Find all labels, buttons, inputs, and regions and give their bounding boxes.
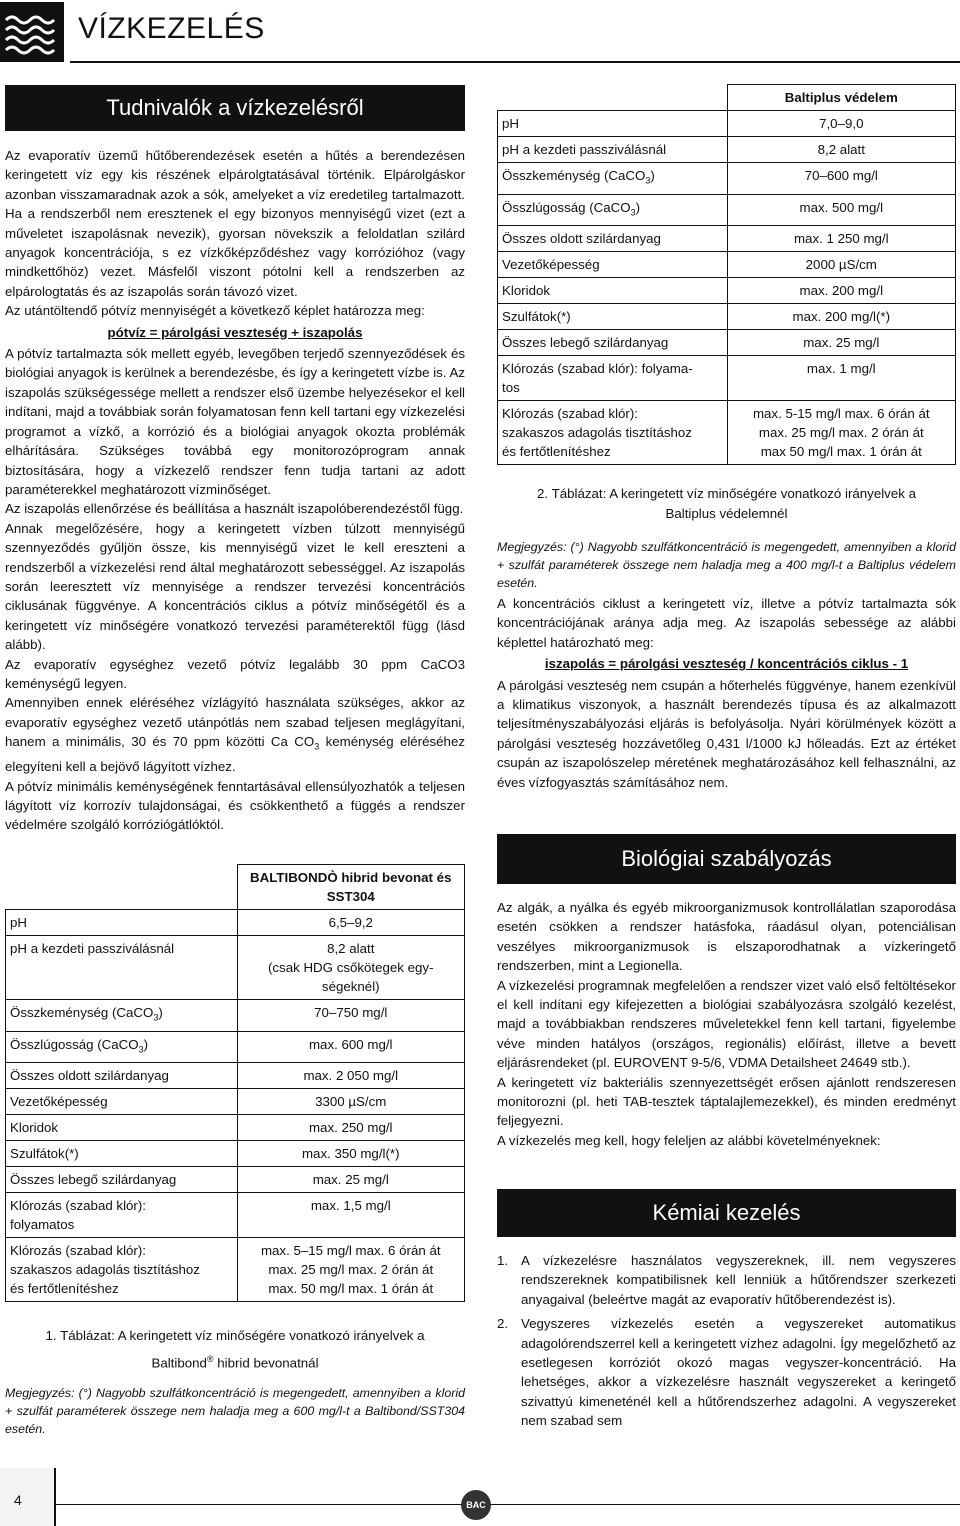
list-item: 2. Vegyszeres vízkezelés esetén a vegyszereket automatikus adagolórendszerrel kell a keringetett vízhez adagolni. Így megelőzhető az esetlegesen korróziót okozó magas vegyszer-koncentráció. Ha lehetséges, akkor a vízkezelésre használt vegyszereket a keringető szivattyú kimeneténél kell a hűtőrendszerhez adagolni. A vegyszereket nem szabad sem — [497, 1316, 956, 1429]
page-number: 4 — [14, 1492, 22, 1508]
table-2-note: Megjegyzés: (°) Nagyobb szulfátkoncentráció is megengedett, amennyiben a klorid + szulfát paraméterek összege nem haladja meg a 400 mg/l-t a Baltiplus védelem esetén. — [497, 540, 956, 590]
section-banner-biological — [497, 834, 956, 884]
table-1-note: Megjegyzés: (°) Nagyobb szulfátkoncentráció is megengedett, amennyiben a klorid + szulfát paraméterek összege nem haladja meg a 600 mg/l-t a Baltibond/SST304 esetén. — [5, 1386, 465, 1436]
paragraph-bleed-control: Az iszapolás ellenőrzése és beállítása a használt iszapolóberendezéstől függ. — [5, 501, 464, 517]
table-row-label: pH a kezdeti passziválásnál — [498, 137, 728, 163]
table-row-value: max. 2 050 mg/l — [237, 1063, 465, 1089]
paragraph-evaporation: A párolgási veszteség nem csupán a hőterhelés függvénye, hanem ezenkívül a klimatikus viszonyok, a használt berendezés típusa és az alkalmazott teljesítményszabályozási eljárás is befolyásolja. Nyári körülmények között a párolgási veszteség hozzávetőleg 0,431 l/1000 kJ hőleadás. Ezt az értéket csupán az iszapolószelep méretének meghatározásához kell felhasználni, az éves vízfogyasztás számításához nem. — [497, 677, 956, 790]
table-2-caption: 2. Táblázat: A keringetett víz minőségére vonatkozó irányelvek a Baltiplus védelemnél — [537, 486, 916, 521]
table-1-caption: 1. Táblázat: A keringetett víz minőségére vonatkozó irányelvek a Baltibond® hibrid bevonatnál — [45, 1328, 425, 1371]
table-row-value: 6,5–9,2 — [237, 910, 465, 936]
table-baltibond-header: BALTIBONDÒ hibrid bevonat és SST304 — [237, 865, 465, 910]
table-row-value: max. 1,5 mg/l — [237, 1193, 465, 1238]
table-baltiplus-header: Baltiplus védelem — [727, 85, 955, 111]
chemical-banner-label: Kémiai kezelés — [652, 1200, 801, 1225]
table-row-label: Összkeménység (CaCO$_3$) — [498, 163, 728, 195]
table-row — [6, 1141, 465, 1167]
page-title: VÍZKEZELÉS — [78, 12, 265, 45]
paragraph-contaminants: A pótvíz tartalmazta sók mellett egyéb, levegőben terjedő szennyeződések és biológiai anyagok is kerülnek a berendezésbe, és így a keringetett vízbe is. Az iszapolás szükségessége mellett a rendszer első üzembe helyezésekor el kell indítani, majd a továbbiak során folyamatosan fenn kell tartani egy vízkezelési programot a vízkő, a korrózió és a biológiai anyagok okozta problémák elhárítására. Szükséges továbbá egy monitorozóprogram annak biztosítására, hogy a vízkezelő rendszer fenn tudja tartani az adott paraméterekkel meghatározott vízminőséget. — [5, 346, 465, 497]
bio-paragraph-3: A keringetett víz bakteriális szennyezettségét erősen ajánlott rendszeresen monitorozni (pl. heti TAB-tesztek táptalajlemezekkel), és minden eredményt feljegyezni. — [497, 1074, 956, 1129]
table-row-label: Összes lebegő szilárdanyag — [498, 330, 728, 356]
formula-intro: Az utántöltendő pótvíz mennyiségét a következő képlet határozza meg: — [5, 303, 425, 319]
bleed-formula: iszapolás = párolgási veszteség / koncentrációs ciklus - 1 — [544, 656, 909, 672]
table-row — [6, 1238, 465, 1302]
table-row-value: max. 5–15 mg/l max. 6 órán át max. 25 mg/l max. 2 órán át max. 50 mg/l max. 1 órán át — [237, 1238, 465, 1302]
table-row — [498, 111, 956, 137]
table-row-value: max. 200 mg/l — [727, 278, 955, 304]
table-row — [498, 194, 956, 226]
left-text-block — [5, 146, 465, 835]
table-row-value: max. 1 mg/l — [727, 356, 955, 401]
table-row-value: 70–600 mg/l — [727, 163, 955, 195]
table-row-label: pH a kezdeti passziválásnál — [6, 936, 238, 1000]
table-row — [498, 163, 956, 195]
table-row-label: Kloridok — [6, 1115, 238, 1141]
bio-paragraph-2: A vízkezelési programnak megfelelően a rendszer vizet való első feltöltésekor el kell indítani egy kifejezetten a biológiai szabályozásra szolgáló kezelést, majd a továbbiakban rendszeres műveletekkel fenn kell tartani, figyelembe véve minden hatályos (országos, regionális) előírást, illetve a bevett eljárásrendeket (pl. EUROVENT 9-5/6, VDMA Detailsheet 24649 stb.). — [497, 977, 956, 1071]
bio-paragraph-1: Az algák, a nyálka és egyéb mikroorganizmusok kontrollálatlan szaporodása esetén csökken a rendszer hatásfoka, ráadásul olyan, potenciálisan veszélyes mikroorganizmusok is elszaporodhatnak a vízkeringető rendszerben, mint a Legionella. — [497, 900, 956, 974]
table-row-label: Szulfátok(*) — [6, 1141, 238, 1167]
table-row — [498, 137, 956, 163]
table-row-value: max. 1 250 mg/l — [727, 226, 955, 252]
table-row — [6, 1063, 465, 1089]
table-row-label: Összes oldott szilárdanyag — [498, 226, 728, 252]
table-row — [6, 1167, 465, 1193]
right-text-block — [497, 594, 956, 792]
table-row — [6, 936, 465, 1000]
softener-text-b: keménység eléréséhez elegyíteni kell a bejövő lágyított vízhez. — [5, 734, 465, 775]
table-row — [498, 278, 956, 304]
chemical-requirements-list — [497, 1251, 956, 1436]
table-row-value: max. 25 mg/l — [727, 330, 955, 356]
section-banner-label: Tudnivalók a vízkezelésről — [106, 95, 364, 120]
table-row-label: Klórozás (szabad klór): szakaszos adagolás tisztításhoz és fertőtlenítéshez — [498, 401, 728, 465]
biological-text-block — [497, 898, 956, 1150]
makeup-formula: pótvíz = párolgási veszteség + iszapolás — [107, 324, 363, 340]
paragraph-hardness: Az evaporatív egységhez vezető pótvíz legalább 30 ppm CaCO3 keménységű legyen. — [5, 656, 465, 691]
paragraph-bleed-rate: Annak megelőzésére, hogy a keringetett vízben túlzott mennyiségű szennyeződés gyűljön össze, kis mennyiségű vizet le kell ereszteni a rendszerből a vízkezelési rend által meghatározott sebességgel. Az iszapolás során leeresztett víz mennyisége a rendszer tervezési koncentrációs ciklusának függvénye. A koncentrációs ciklus a pótvíz minőségétől és a keringetett víz minőségére vonatkozó tervezési paraméterektől függ (lásd alább). — [5, 520, 465, 653]
table-row-value: 8,2 alatt — [727, 137, 955, 163]
intro-paragraph: Az evaporatív üzemű hűtőberendezések esetén a hűtés a berendezésen keringetett víz egy kis részének elpárolgtatásával történik. Elpárolgáskor azonban visszamaradnak azok a sók, amelyeket a víz eredetileg tartalmazott. Ha a rendszerből nem eresztenek el egy bizonyos mennyiségű vizet (ezt a műveletet iszapolásnak nevezik), gyorsan növekszik a feloldatlan szilárd anyagok koncentrációja, s ez vízkőképződéshez vagy korrózióhoz (vagy mindkettőhöz) vezet. Másfelől viszont pótolni kell a rendszerben az elpárologtatás és az iszapolás során távozó vizet. — [5, 148, 465, 299]
table-row — [6, 1089, 465, 1115]
table-row — [498, 226, 956, 252]
section-banner-water-treatment — [5, 85, 465, 131]
table-row — [6, 910, 465, 936]
paragraph-corrosion: A pótvíz minimális keménységének fenntartásával ellensúlyozhatók a teljesen lágyított víz korrozív tulajdonságai, és csökkenthető a függés a rendszer védelmére szolgáló korróziógátlóktól. — [5, 778, 465, 833]
page-header — [0, 0, 960, 64]
table-row — [6, 1000, 465, 1032]
table-row-label: pH — [498, 111, 728, 137]
paragraph-softener — [5, 693, 465, 776]
table-row-label: Szulfátok(*) — [498, 304, 728, 330]
table-row-label: Klórozás (szabad klór): szakaszos adagolás tisztításhoz és fertőtlenítéshez — [6, 1238, 238, 1302]
table-row — [498, 330, 956, 356]
list-item: 1. A vízkezelésre használatos vegyszereknek, ill. nem vegyszeres rendszereknek kompatibilisnek kell lenniük a hűtőrendszer szerkezeti anyagaival (beleértve magát az evaporatív hűtőberendezést is). — [497, 1253, 956, 1307]
table-row-value: max. 350 mg/l(*) — [237, 1141, 465, 1167]
table-row-value: max. 250 mg/l — [237, 1115, 465, 1141]
table-row — [6, 1115, 465, 1141]
paragraph-cycles: A koncentrációs ciklust a keringetett víz, illetve a pótvíz tartalmazta sók koncentrációjának aránya adja meg. Az iszapolás sebessége az alábbi képlettel határozható meg: — [497, 596, 956, 650]
table-row — [6, 1193, 465, 1238]
table-row-value: 2000 µS/cm — [727, 252, 955, 278]
softener-sub: 3 — [314, 741, 320, 752]
table-row-label: Klórozás (szabad klór): folyamatos — [6, 1193, 238, 1238]
table-row — [498, 356, 956, 401]
table-row — [498, 304, 956, 330]
table-row-value: max. 500 mg/l — [727, 194, 955, 226]
table-row-value: max. 600 mg/l — [237, 1031, 465, 1063]
table-row-label: Összlúgosság (CaCO$_3$) — [6, 1031, 238, 1063]
table-row — [6, 1031, 465, 1063]
table-row-label: Összes oldott szilárdanyag — [6, 1063, 238, 1089]
section-banner-chemical — [497, 1189, 956, 1237]
table-row-value: 3300 µS/cm — [237, 1089, 465, 1115]
table-row-label: pH — [6, 910, 238, 936]
water-waves-icon — [0, 2, 64, 62]
header-rule — [70, 61, 960, 63]
bac-logo: BAC — [461, 1490, 491, 1520]
table-row-value: max. 5-15 mg/l max. 6 órán át max. 25 mg/l max. 2 órán át max 50 mg/l max. 1 órán át — [727, 401, 955, 465]
table-row — [498, 401, 956, 465]
table-row — [498, 252, 956, 278]
table-row-value: max. 25 mg/l — [237, 1167, 465, 1193]
table-row-label: Összkeménység (CaCO$_3$) — [6, 1000, 238, 1032]
table-row-value: 7,0–9,0 — [727, 111, 955, 137]
table-row-value: max. 200 mg/l(*) — [727, 304, 955, 330]
softener-text-a: Amennyiben ennek eléréséhez vízlágyító használata szükséges, akkor az evaporatív egységhez vezető utánpótlás nem szabad teljesen meglágyítani, hanem a minimális, 30 és 70 ppm közötti Ca CO — [5, 695, 465, 750]
table-row-label: Kloridok — [498, 278, 728, 304]
table-row-label: Klórozás (szabad klór): folyama- tos — [498, 356, 728, 401]
table-row-label: Vezetőképesség — [6, 1089, 238, 1115]
table-baltiplus — [497, 84, 956, 465]
table-row-label: Vezetőképesség — [498, 252, 728, 278]
table-baltibond — [5, 864, 465, 1302]
table-row-label: Összlúgosság (CaCO$_3$) — [498, 194, 728, 226]
table-row-value: 8,2 alatt (csak HDG csőkötegek egy- ségeknél) — [237, 936, 465, 1000]
biological-banner-label: Biológiai szabályozás — [621, 846, 832, 871]
page-number-box — [0, 1468, 56, 1526]
bio-paragraph-4: A vízkezelés meg kell, hogy feleljen az alábbi követelményeknek: — [497, 1132, 881, 1148]
table-row-label: Összes lebegő szilárdanyag — [6, 1167, 238, 1193]
table-row-value: 70–750 mg/l — [237, 1000, 465, 1032]
footer-rule — [56, 1504, 960, 1505]
